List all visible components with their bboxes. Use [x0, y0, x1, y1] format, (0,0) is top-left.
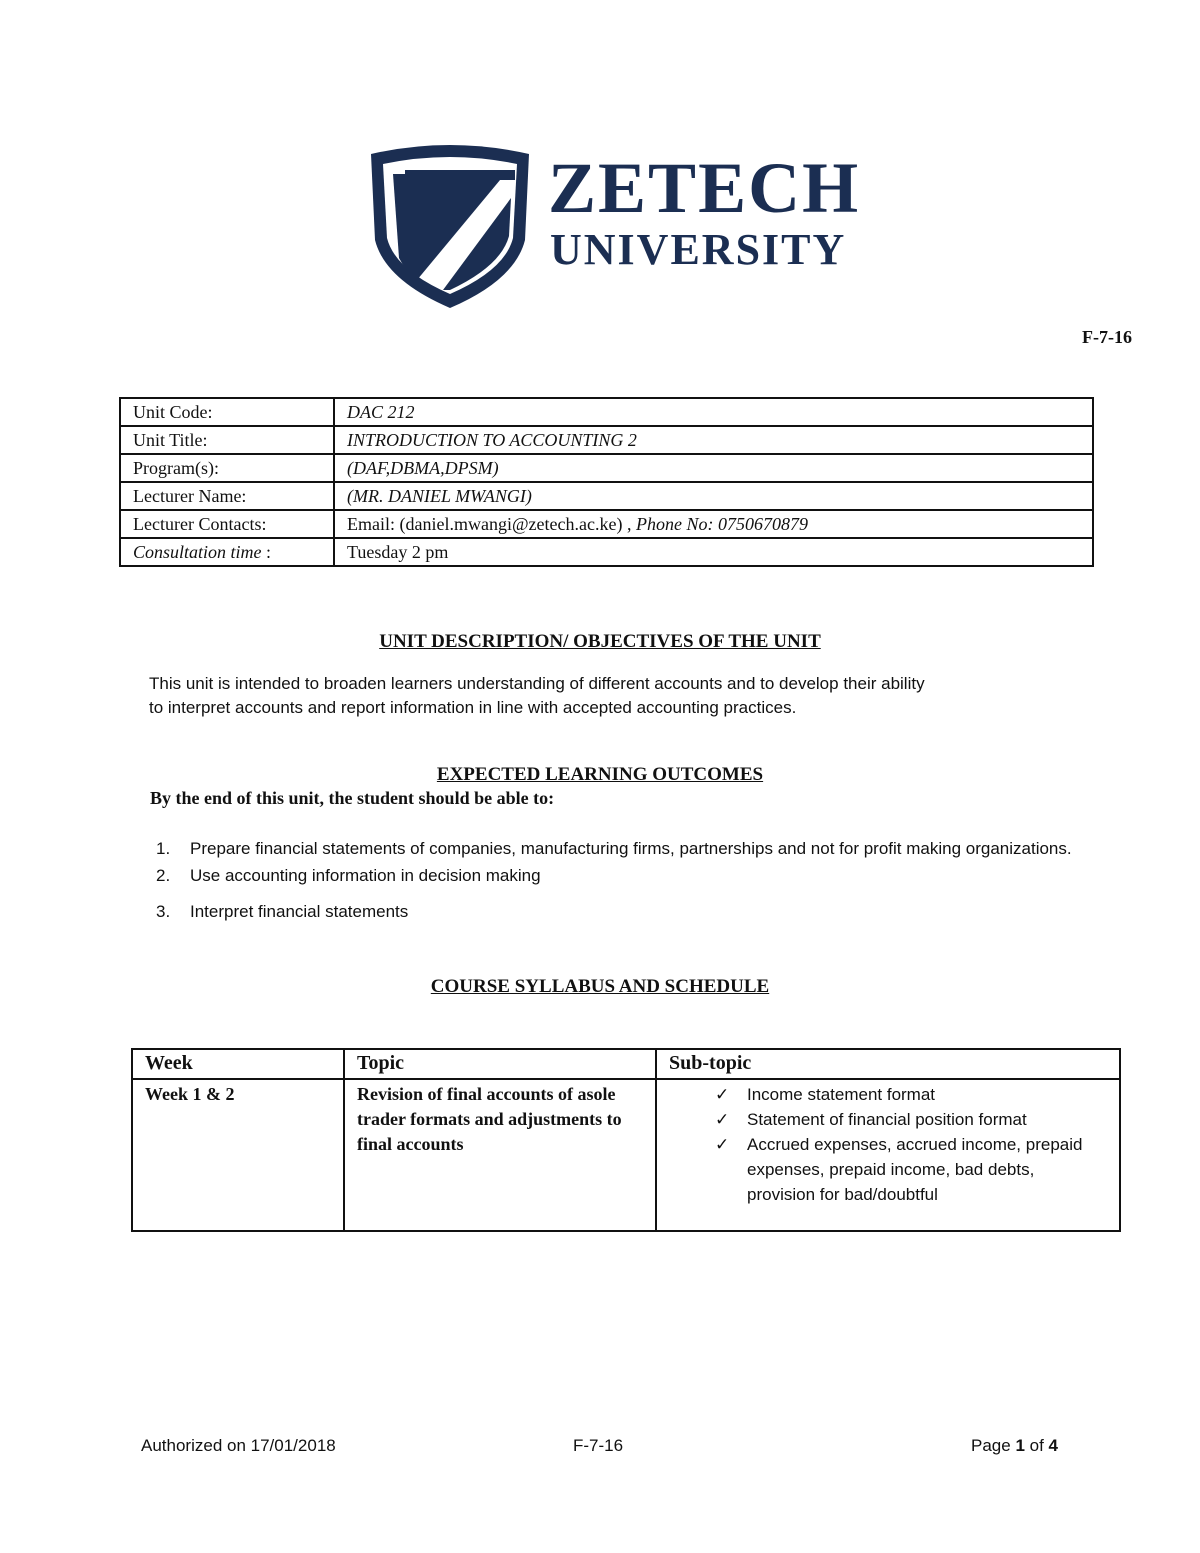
checkmark-icon: ✓	[715, 1135, 730, 1154]
logo-word-zetech: ZETECH	[548, 148, 861, 228]
learning-outcomes-list	[150, 837, 1100, 924]
column-header-topic: Topic	[344, 1049, 656, 1079]
unit-description-heading: UNIT DESCRIPTION/ OBJECTIVES OF THE UNIT	[379, 631, 821, 652]
consultation-label-cell	[120, 538, 334, 566]
list-item	[669, 1132, 1107, 1207]
description-line-2: to interpret accounts and report information in line with accepted accounting practices.	[149, 698, 797, 717]
footer-authorized	[141, 1436, 336, 1456]
list-item-text: Prepare financial statements of companies, manufacturing firms, partnerships and not for profit making organizations.	[190, 839, 1072, 858]
table-row	[120, 426, 1093, 454]
table-row	[120, 398, 1093, 426]
programs-value: (DAF,DBMA,DPSM)	[334, 454, 1093, 482]
footer-page-total: 4	[1048, 1436, 1058, 1455]
footer-page-number	[971, 1436, 1058, 1456]
list-item	[150, 837, 1100, 861]
list-item-number: 1.	[156, 839, 171, 858]
learning-outcomes-heading: EXPECTED LEARNING OUTCOMES	[436, 764, 764, 785]
list-item-text: Use accounting information in decision making	[190, 866, 541, 885]
table-row	[132, 1079, 1120, 1231]
description-line-1: This unit is intended to broaden learners understanding of different accounts and to develop their ability	[149, 674, 925, 693]
footer-of-word: of	[1024, 1436, 1049, 1455]
table-row	[120, 454, 1093, 482]
university-logo	[365, 140, 885, 315]
subtopic-text: Statement of financial position format	[747, 1110, 1027, 1129]
lecturer-contacts-label: Lecturer Contacts:	[120, 510, 334, 538]
checkmark-icon: ✓	[715, 1085, 730, 1104]
list-item	[669, 1082, 1107, 1107]
footer-authorized-date: 17/01/2018	[250, 1436, 336, 1455]
footer-page-word: Page	[971, 1436, 1016, 1455]
table-header-row	[132, 1049, 1120, 1079]
learning-outcomes-intro: By the end of this unit, the student should be able to:	[150, 788, 555, 808]
column-header-week: Week	[132, 1049, 344, 1079]
unit-code-label: Unit Code:	[120, 398, 334, 426]
table-row	[120, 482, 1093, 510]
list-item-number: 2.	[156, 866, 171, 885]
lecturer-contacts-value	[334, 510, 1093, 538]
subtopic-list	[669, 1082, 1107, 1207]
form-code: F-7-16	[1082, 327, 1132, 347]
unit-description-text	[149, 672, 1089, 720]
unit-info-table	[119, 397, 1094, 567]
subtopic-cell	[656, 1079, 1120, 1231]
column-header-subtopic: Sub-topic	[656, 1049, 1120, 1079]
footer-page-current: 1	[1015, 1436, 1025, 1455]
programs-label: Program(s):	[120, 454, 334, 482]
week-cell: Week 1 & 2	[132, 1079, 344, 1231]
table-row	[120, 510, 1093, 538]
consultation-label: Consultation time	[133, 542, 262, 562]
list-item	[150, 900, 1100, 924]
checkmark-icon: ✓	[715, 1110, 730, 1129]
table-row	[120, 538, 1093, 566]
lecturer-email-link[interactable]: Email: (daniel.mwangi@zetech.ac.ke)	[347, 514, 623, 534]
consultation-time-value: Tuesday 2 pm	[334, 538, 1093, 566]
subtopic-text: Accrued expenses, accrued income, prepaid expenses, prepaid income, bad debts, provision for bad/doubtful	[747, 1135, 1083, 1204]
topic-cell: Revision of final accounts of asole trader formats and adjustments to final accounts	[344, 1079, 656, 1231]
course-syllabus-heading: COURSE SYLLABUS AND SCHEDULE	[430, 976, 770, 997]
footer-form-code: F-7-16	[573, 1436, 624, 1455]
unit-title-value: INTRODUCTION TO ACCOUNTING 2	[334, 426, 1093, 454]
list-item	[669, 1107, 1107, 1132]
shield-emblem-icon	[365, 140, 535, 312]
list-item-text: Interpret financial statements	[190, 902, 409, 921]
lecturer-phone: Phone No: 0750670879	[635, 514, 808, 534]
footer-authorized-prefix: Authorized on	[141, 1436, 251, 1455]
logo-word-university: UNIVERSITY	[550, 225, 847, 274]
list-item-number: 3.	[156, 902, 171, 921]
lecturer-name-value: (MR. DANIEL MWANGI)	[334, 482, 1093, 510]
list-item	[150, 864, 1100, 888]
consultation-colon: :	[261, 542, 272, 562]
unit-title-label: Unit Title:	[120, 426, 334, 454]
contact-separator: ,	[622, 514, 636, 534]
unit-code-value: DAC 212	[334, 398, 1093, 426]
subtopic-text: Income statement format	[747, 1085, 936, 1104]
lecturer-name-label: Lecturer Name:	[120, 482, 334, 510]
syllabus-table	[131, 1048, 1121, 1232]
